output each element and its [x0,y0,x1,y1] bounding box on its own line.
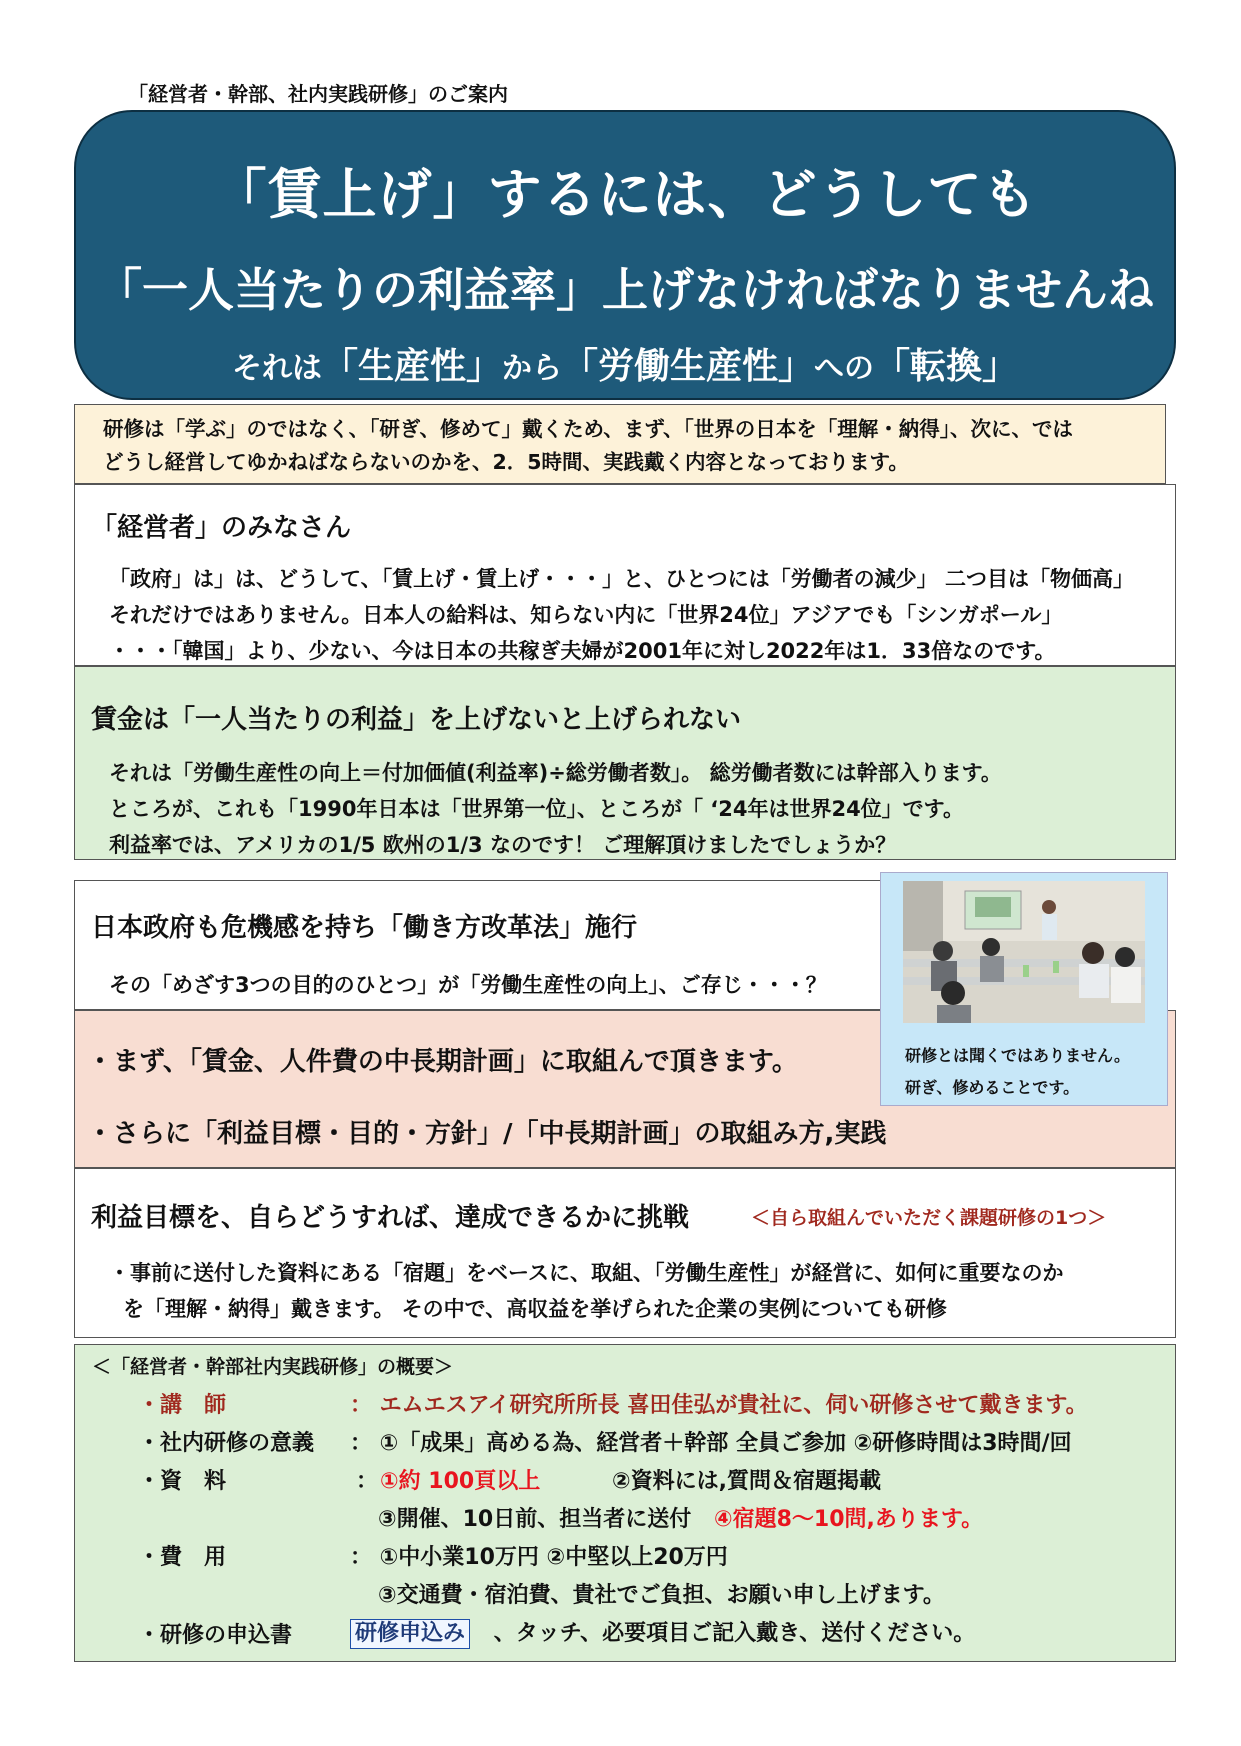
overview-materials-d: ④宿題8～10問,あります。 [714,1507,984,1532]
intro-line-2: どうし経営してゆかねばならないのかを、2．5時間、実践戴く内容となっております。 [103,450,909,474]
banner-line-3-mid2: への [814,351,874,386]
banner-line-3-mid: から [501,351,562,386]
banner-line-3 [76,338,1174,389]
section-executives-line-2: それだけではありません。日本人の給料は、知らない内に「世界24位」アジアでも「シンガポール」 [109,603,1063,627]
section-challenge-heading: 利益目標を、自らどうすれば、達成できるかに挑戦 [91,1203,690,1233]
banner-line-3-a: 「生産性」 [321,346,502,387]
banner-line-3-pre: それは [231,351,322,386]
section-executives-line-3: ・・・「韓国」より、少ない、今は日本の共稼ぎ夫婦が2001年に対し2022年は1．33倍なのです。 [109,639,1056,663]
apply-button[interactable]: 研修申込み [350,1619,470,1649]
overview-apply-row [350,1616,975,1649]
section-wages-line-3: 利益率では、アメリカの1/5 欧州の1/3 なのです！ ご理解頂けましたでしょうか？ [109,833,897,857]
overview-materials-c: ③開催、10日前、担当者に送付 [378,1507,692,1532]
section-challenge [74,1168,1176,1338]
banner-line-1: 「賃上げ」するには、どうしても [212,163,1038,226]
section-plan-line-1: ・まず、「賃金、人件費の中長期計画」に取組んで頂きます。 [87,1047,798,1077]
section-executives-line-1: 「政府」は」は、どうして、「賃上げ・賃上げ・・・」と、ひとつには「労働者の減少」 二つ目は「物価高」 [109,567,1134,591]
overview-fee-value-2: ③交通費・宿泊費、貴社でご負担、お願い申し上げます。 [378,1583,945,1608]
banner-line-3-c: 「転換」 [874,346,1019,387]
overview-title: ＜「経営者・幹部社内実践研修」の概要＞ [92,1356,454,1378]
section-wages-line-1: それは「労働生産性の向上＝付加価値(利益率)÷総労働者数」。 総労働者数には幹部入ります。 [109,761,1002,785]
overview-materials-label: ・資 料 [138,1469,227,1494]
overview-significance-label: ・社内研修の意義 [138,1431,315,1456]
section-executives-heading: 「経営者」のみなさん [91,513,352,543]
overview-apply-text: 、タッチ、必要項目ご記入戴き、送付ください。 [493,1621,976,1646]
section-executives [74,484,1176,666]
banner-line-2: 「一人当たりの利益率」上げなければなりませんね [96,263,1154,317]
section-reform [74,880,886,1010]
photo-caption-2: 研ぎ、修めることです。 [905,1078,1080,1097]
section-challenge-body [109,1255,1063,1327]
section-executives-body [109,561,1134,669]
section-reform-heading: 日本政府も危機感を持ち「働き方改革法」施行 [91,913,638,943]
intro-box [74,404,1166,484]
section-plan-line-2: ・さらに「利益目標・目的・方針」/「中長期計画」の取組み方,実践 [87,1119,887,1149]
section-challenge-line-2: を「理解・納得」戴きます。 その中で、高収益を挙げられた企業の実例についても研修 [123,1297,947,1321]
overview-materials-colon: ： [356,1469,379,1494]
overview-lecturer-label: ・講 師 [138,1393,227,1418]
section-reform-line-1: その「めざす3つの目的のひとつ」が「労働生産性の向上」、ご存じ・・・？ [109,973,827,997]
intro-line-1: 研修は「学ぶ」のではなく、「研ぎ、修めて」戴くため、まず、「世界の日本を「理解・納得」、次に、では [103,417,1074,441]
section-wages-line-2: ところが、これも「1990年日本は「世界第一位」、ところが「 ‘24年は世界24位」です。 [109,797,964,821]
section-wages-body [109,755,1002,863]
banner-line-3-b: 「労働生産性」 [561,346,814,387]
overview-significance-value: ： ①「成果」高める為、経営者＋幹部 全員ご参加 ②研修時間は3時間/回 [350,1431,1072,1456]
seminar-photo [903,881,1145,1023]
section-wages-heading: 賃金は「一人当たりの利益」を上げないと上げられない [91,705,742,735]
header-note: 「経営者・幹部、社内実践研修」のご案内 [128,82,508,106]
section-challenge-line-1: ・事前に送付した資料にある「宿題」をベースに、取組、「労働生産性」が経営に、如何に重要なのか [109,1261,1064,1285]
overview-materials-a: ①約 100頁以上 [380,1469,541,1494]
overview-fee-value: ： ①中小業10万円 ②中堅以上20万円 [350,1545,728,1570]
overview-materials-b: ②資料には,質問＆宿題掲載 [612,1469,881,1494]
section-challenge-tag: ＜自ら取組んでいただく課題研修の1つ＞ [751,1207,1107,1229]
photo-caption-1: 研修とは聞くではありません。 [905,1046,1130,1065]
headline-banner [74,110,1176,400]
section-wages [74,666,1176,860]
overview-apply-label: ・研修の申込書 [138,1623,293,1648]
overview-fee-label: ・費 用 [138,1545,227,1570]
seminar-photo-box [880,872,1168,1106]
overview-lecturer-value: ： エムエスアイ研究所所長 喜田佳弘が貴社に、伺い研修させて戴きます。 [350,1393,1088,1418]
